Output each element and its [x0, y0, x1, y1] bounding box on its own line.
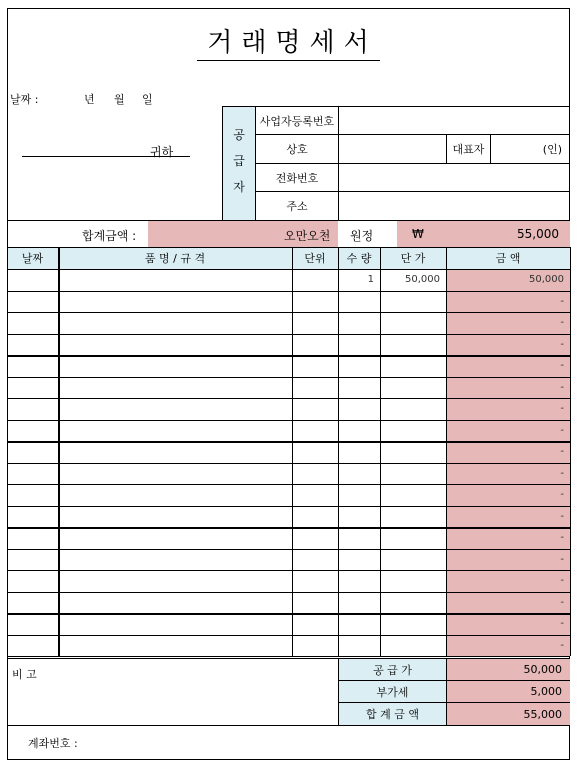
cell-amount: -: [560, 360, 564, 372]
vat-value: 5,000: [530, 685, 562, 698]
cell-amount: -: [560, 553, 564, 565]
supplier-char-1: 공: [233, 128, 245, 142]
grand-total-label: 합 계 금 액: [366, 708, 419, 721]
cell-amount: -: [560, 532, 564, 544]
supplier-side-label: [223, 122, 255, 200]
supply-value: 50,000: [523, 663, 562, 676]
cell-amount: -: [560, 317, 564, 329]
total-amount: 55,000: [517, 227, 559, 241]
table-col-line: [338, 247, 339, 656]
cell-amount: -: [560, 467, 564, 479]
currency-symbol: ₩: [412, 227, 424, 241]
cell-amount: -: [560, 381, 564, 393]
grand-total-value: 55,000: [523, 707, 562, 721]
header-item: 품 명 / 규 격: [144, 252, 206, 265]
cell-amount: -: [560, 510, 564, 522]
remarks-label: 비 고: [12, 668, 37, 681]
month-label: 월: [114, 93, 125, 106]
table-col-line: [58, 247, 60, 656]
total-label: 합계금액 :: [82, 229, 137, 243]
cell-amount: -: [560, 424, 564, 436]
cell-amount: -: [560, 618, 564, 630]
day-label: 일: [142, 93, 153, 106]
supplier-char-2: 급: [233, 154, 245, 168]
total-unit: 원정: [350, 229, 374, 243]
seal-mark: (인): [542, 143, 562, 156]
header-price: 단 가: [400, 252, 426, 265]
header-date: 날짜: [21, 252, 44, 265]
header-unit: 단위: [304, 252, 326, 265]
phone-label: 전화번호: [275, 171, 319, 185]
supplier-char-3: 자: [233, 180, 245, 194]
total-korean-amount: 오만오천: [284, 229, 331, 243]
address-label: 주소: [286, 200, 308, 213]
cell-amount: -: [560, 338, 564, 350]
cell-amount: -: [560, 596, 564, 608]
cell-amount: -: [560, 446, 564, 458]
date-label: 날짜 :: [10, 93, 39, 106]
header-amount: 금 액: [495, 252, 521, 265]
cell-amount: 50,000: [529, 274, 564, 286]
cell-qty: 1: [367, 274, 374, 286]
header-qty: 수 량: [346, 252, 372, 265]
reg-no-label: 사업자등록번호: [259, 114, 335, 128]
cell-amount: -: [560, 403, 564, 415]
supplier-border-left: [222, 106, 223, 220]
ceo-label: 대표자: [452, 143, 485, 156]
document-title: 거래명세서: [0, 22, 577, 59]
cell-amount: -: [560, 489, 564, 501]
cell-price: 50,000: [405, 274, 440, 286]
table-row-line: [7, 656, 570, 657]
summary-border-bottom: [7, 725, 570, 726]
supply-label: 공 급 가: [373, 663, 412, 677]
cell-amount: -: [560, 639, 564, 651]
cell-amount: -: [560, 575, 564, 587]
table-col-line: [292, 247, 293, 656]
company-label: 상호: [286, 143, 308, 156]
table-col-line: [570, 247, 571, 656]
table-col-line: [380, 247, 381, 656]
vat-label: 부가세: [376, 685, 409, 699]
table-col-line: [7, 247, 8, 656]
cell-amount: -: [560, 295, 564, 307]
year-label: 년: [84, 93, 95, 106]
account-label: 계좌번호 :: [28, 737, 78, 750]
recipient-suffix: 귀하: [150, 145, 174, 159]
